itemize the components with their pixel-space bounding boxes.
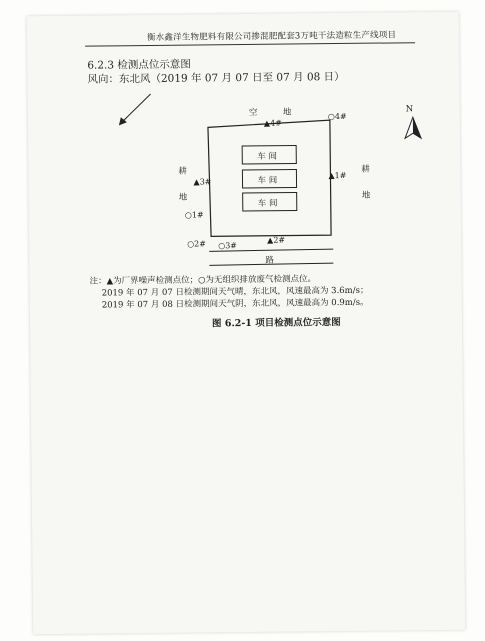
site-diagram [27,12,462,317]
running-header: 衡水鑫洋生物肥料有限公司掺混肥配套3万吨干法造粒生产线项目 [146,30,397,44]
gas-point-4: ○4# [327,111,347,122]
document-page [27,12,465,634]
workshop-label-3: 车 间 [257,198,278,209]
gas-point-2: ○2# [187,239,206,249]
right-label-di: 地 [361,190,371,201]
top-label-di: 地 [282,107,292,118]
north-label: N [405,104,414,115]
gas-point-1: ○1# [184,210,204,220]
wind-direction-text: 风向：东北风（2019 年 07 月 07 日至 07 月 08 日） [87,70,345,86]
workshop-label-1: 车 间 [257,151,278,162]
note-legend: 注：▲为厂界噪声检测点位；○为无组织排放废气检测点位。 [89,274,317,287]
top-label-kong: 空 [248,107,258,118]
gas-point-3: ○3# [218,241,238,251]
workshop-label-2: 车 间 [257,175,278,186]
wind-arrow-icon [119,94,151,125]
road-label: 路 [265,255,274,266]
noise-point-2: ▲2# [267,235,286,245]
noise-point-3: ▲3# [193,177,212,187]
note-day2: 2019 年 07 月 08 日检测期间天气阴，东北风，风速最高为 0.9m/s。 [101,297,369,311]
noise-point-1: ▲1# [328,170,347,181]
section-heading: 6.2.3 检测点位示意图 [87,58,191,72]
right-label-geng: 耕 [361,164,370,175]
figure-caption: 图 6.2-1 项目检测点位示意图 [211,317,341,330]
noise-point-4: ▲4# [263,118,282,128]
left-label-di: 地 [178,192,188,203]
note-day1: 2019 年 07 月 07 日检测期间天气晴，东北风，风速最高为 3.6m/s； [101,285,369,299]
left-label-geng: 耕 [178,166,187,177]
